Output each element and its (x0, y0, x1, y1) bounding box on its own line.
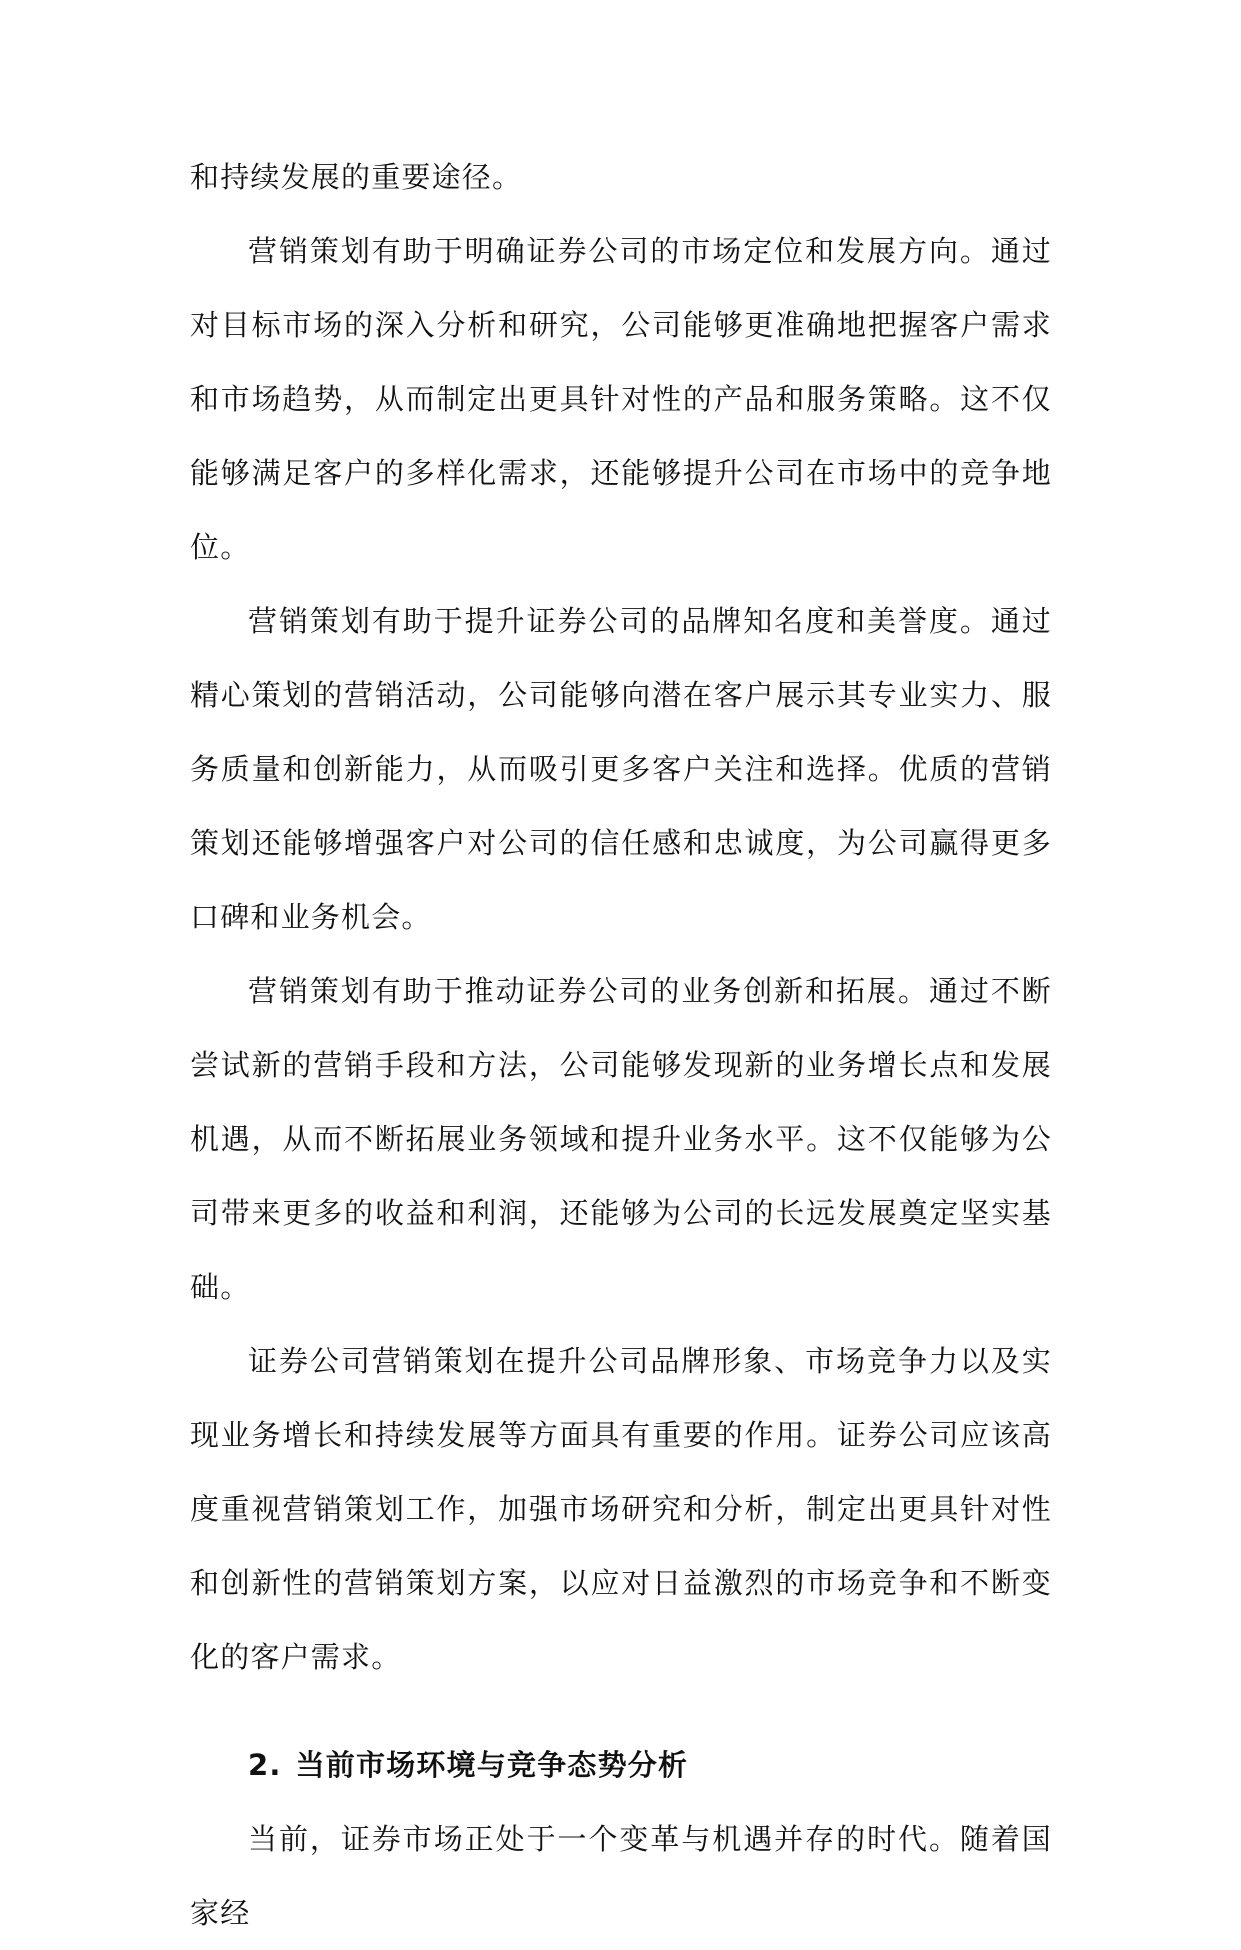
section-number: 2. (248, 1748, 282, 1782)
document-body (190, 140, 1052, 1950)
section-heading (190, 1728, 1052, 1802)
paragraph-5: 证券公司营销策划在提升公司品牌形象、市场竞争力以及实现业务增长和持续发展等方面具有重要的作用。证券公司应该高度重视营销策划工作，加强市场研究和分析，制定出更具针对性和创新性的营销策划方案，以应对日益激烈的市场竞争和不断变化的客户需求。 (190, 1344, 1052, 1674)
section-title: 当前市场环境与竞争态势分析 (295, 1748, 689, 1782)
paragraph-3: 营销策划有助于提升证券公司的品牌知名度和美誉度。通过精心策划的营销活动，公司能够向潜在客户展示其专业实力、服务质量和创新能力，从而吸引更多客户关注和选择。优质的营销策划还能够增强客户对公司的信任感和忠诚度，为公司赢得更多口碑和业务机会。 (190, 604, 1052, 934)
paragraph-2: 营销策划有助于明确证券公司的市场定位和发展方向。通过对目标市场的深入分析和研究，公司能够更准确地把握客户需求和市场趋势，从而制定出更具针对性的产品和服务策略。这不仅能够满足客户的多样化需求，还能够提升公司在市场中的竞争地位。 (190, 234, 1052, 564)
paragraph-1: 和持续发展的重要途径。 (190, 160, 523, 194)
paragraph-4: 营销策划有助于推动证券公司的业务创新和拓展。通过不断尝试新的营销手段和方法，公司能够发现新的业务增长点和发展机遇，从而不断拓展业务领域和提升业务水平。这不仅能够为公司带来更多的收益和利润，还能够为公司的长远发展奠定坚实基础。 (190, 974, 1052, 1304)
paragraph-after-heading: 当前，证券市场正处于一个变革与机遇并存的时代。随着国家经 (190, 1822, 1052, 1930)
